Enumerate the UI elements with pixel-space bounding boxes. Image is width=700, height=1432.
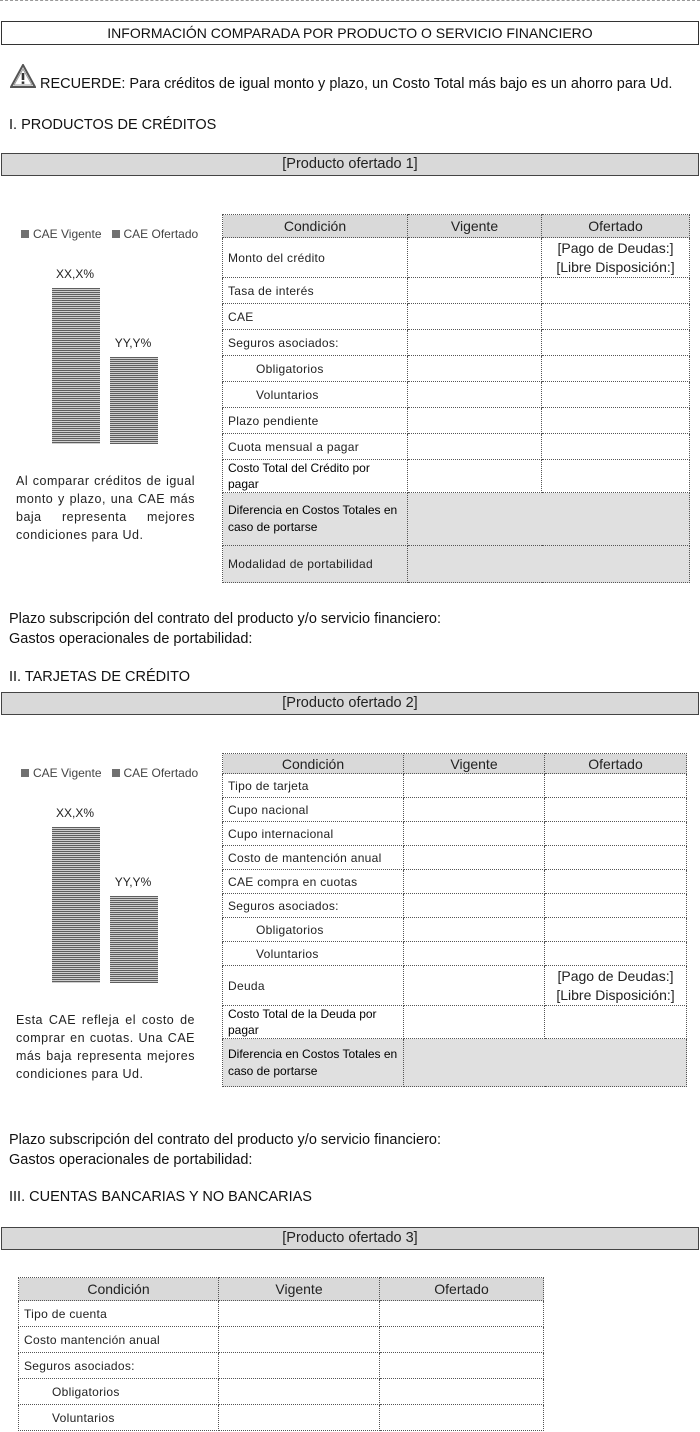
bar-cae-ofertado [110, 896, 158, 983]
bar-cae-vigente [52, 288, 100, 444]
row-label: Seguros asociados: [223, 330, 408, 356]
row-label: Seguros asociados: [19, 1353, 219, 1379]
legend-ofertado: CAE Ofertado [123, 227, 199, 241]
plazo-subscripcion-2: Plazo subscripción del contrato del producto y/o servicio financiero: [9, 1132, 442, 1148]
pago-deudas-label: [Pago de Deudas:] [557, 239, 674, 256]
row-label: Monto del crédito [223, 238, 408, 278]
plazo-subscripcion-1: Plazo subscripción del contrato del producto y/o servicio financiero: [9, 611, 442, 627]
row-label: Costo mantención anual [19, 1327, 219, 1353]
header-condicion: Condición [19, 1278, 219, 1301]
row-label: Cuota mensual a pagar [223, 434, 408, 460]
row-label: Obligatorios [19, 1379, 219, 1405]
bar-cae-vigente [52, 827, 100, 983]
section-heading-creditos: I. PRODUCTOS DE CRÉDITOS [9, 117, 217, 133]
row-label: Tipo de cuenta [19, 1301, 219, 1327]
row-label: Voluntarios [223, 382, 408, 408]
header-condicion: Condición [223, 215, 408, 238]
bar-label-ofertado: YY,Y% [114, 336, 152, 350]
header-vigente: Vigente [408, 215, 542, 238]
row-label: Tipo de tarjeta [223, 774, 404, 798]
legend-vigente: CAE Vigente [33, 766, 102, 780]
comparison-table-tarjetas [222, 753, 687, 1087]
comparison-table-cuentas [18, 1277, 544, 1431]
header-ofertado: Ofertado [545, 754, 687, 774]
chart-legend [21, 766, 198, 780]
row-label: Costo Total del Crédito por pagar [223, 460, 408, 493]
gastos-portabilidad-1: Gastos operacionales de portabilidad: [9, 631, 253, 647]
legend-vigente: CAE Vigente [33, 227, 102, 241]
row-label: Obligatorios [223, 356, 408, 382]
row-label: Deuda [223, 966, 404, 1006]
row-label: Seguros asociados: [223, 894, 404, 918]
row-label: CAE [223, 304, 408, 330]
header-vigente: Vigente [404, 754, 545, 774]
row-label: Diferencia en Costos Totales en caso de portarse [223, 493, 408, 546]
pago-deudas-label: [Pago de Deudas:] [557, 967, 674, 984]
row-label: Cupo nacional [223, 798, 404, 822]
chart-legend [21, 227, 198, 241]
legend-swatch-ofertado [112, 230, 120, 238]
row-label: Cupo internacional [223, 822, 404, 846]
header-ofertado: Ofertado [542, 215, 690, 238]
recuerde-note: RECUERDE: Para créditos de igual monto y plazo, un Costo Total más bajo es un ahorro para Ud. [40, 76, 673, 92]
warning-icon [10, 64, 36, 88]
row-label: Obligatorios [223, 918, 404, 942]
legend-swatch-ofertado [112, 769, 120, 777]
row-label: Costo Total de la Deuda por pagar [223, 1006, 404, 1039]
header-vigente: Vigente [219, 1278, 380, 1301]
libre-disposicion-label: [Libre Disposición:] [556, 986, 675, 1003]
legend-swatch-vigente [21, 230, 29, 238]
bar-label-ofertado: YY,Y% [114, 875, 152, 889]
cae-explanation-2: Esta CAE refleja el costo de comprar en cuotas. Una CAE más baja representa mejores condiciones para Ud. [16, 1013, 195, 1081]
legend-swatch-vigente [21, 769, 29, 777]
bar-cae-ofertado [110, 357, 158, 444]
libre-disposicion-label: [Libre Disposición:] [556, 258, 675, 275]
row-label: Tasa de interés [223, 278, 408, 304]
cae-explanation-1: Al comparar créditos de igual monto y plazo, una CAE más baja representa mejores condiciones para Ud. [16, 474, 195, 542]
header-condicion: Condición [223, 754, 404, 774]
product-bar-1: [Producto ofertado 1] [1, 153, 699, 176]
section-heading-tarjetas: II. TARJETAS DE CRÉDITO [9, 669, 191, 685]
bar-label-vigente: XX,X% [55, 267, 94, 281]
row-label: CAE compra en cuotas [223, 870, 404, 894]
document-title: INFORMACIÓN COMPARADA POR PRODUCTO O SERVICIO FINANCIERO [1, 21, 699, 45]
row-label: Modalidad de portabilidad [223, 546, 408, 583]
bar-label-vigente: XX,X% [55, 806, 94, 820]
row-label: Voluntarios [223, 942, 404, 966]
product-bar-3: [Producto ofertado 3] [1, 1227, 699, 1250]
legend-ofertado: CAE Ofertado [123, 766, 199, 780]
section-heading-cuentas: III. CUENTAS BANCARIAS Y NO BANCARIAS [9, 1189, 312, 1205]
row-label: Costo de mantención anual [223, 846, 404, 870]
product-bar-2: [Producto ofertado 2] [1, 692, 699, 715]
comparison-table-creditos [222, 214, 690, 583]
deuda-ofertado-cell [545, 966, 687, 1006]
header-ofertado: Ofertado [380, 1278, 544, 1301]
row-label: Plazo pendiente [223, 408, 408, 434]
gastos-portabilidad-2: Gastos operacionales de portabilidad: [9, 1152, 253, 1168]
monto-ofertado-cell [542, 238, 690, 278]
row-label: Diferencia en Costos Totales en caso de portarse [223, 1039, 404, 1087]
row-label: Voluntarios [19, 1405, 219, 1431]
top-dashed-rule [0, 0, 700, 1]
